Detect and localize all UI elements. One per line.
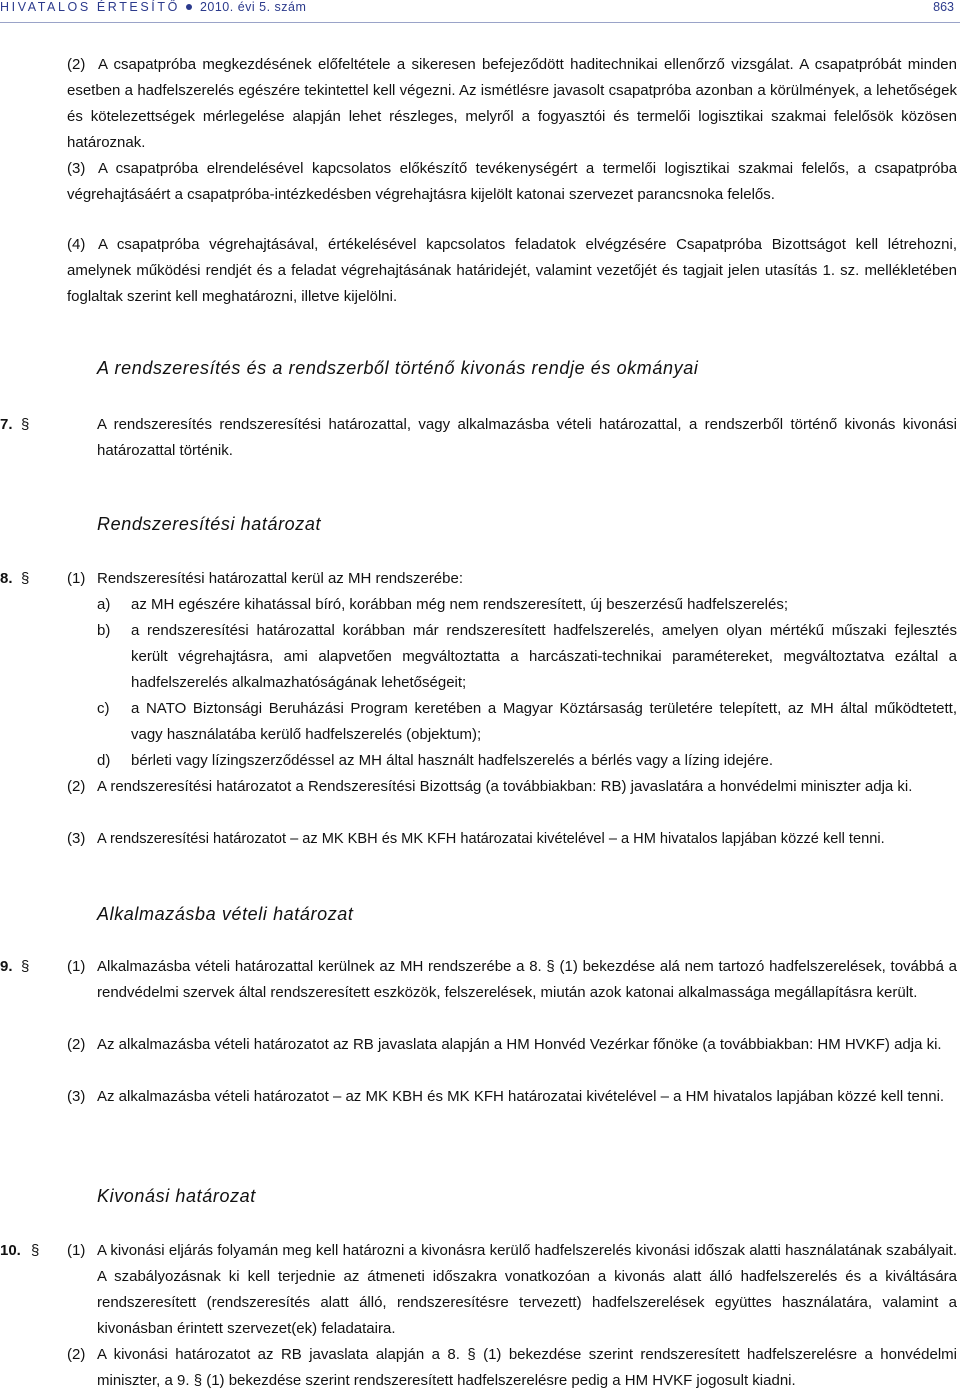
list-item-label: c)	[97, 700, 110, 717]
section-number: 10.	[0, 1242, 21, 1259]
section-sign: §	[21, 570, 30, 587]
paragraph-2	[67, 52, 957, 156]
list-item-text: az MH egészére kihatással bíró, korábban még nem rendszeresített, új beszerzésű hadfelszerelés;	[131, 596, 788, 613]
paragraph-text: A csapatpróba végrehajtásával, értékelésével kapcsolatos feladatok elvégzésére Csapatpróba Bizottságot kell létrehozni, amelynek működési rendjét és a feladat végrehajtásának határidejét, valamint vezetőjét és tagjait jelen utasítás 1. sz. mellékletében foglaltak szerint kell meghatározni, illetve kijelölni.	[67, 236, 957, 305]
section-heading: Rendszeresítési határozat	[97, 514, 322, 534]
paragraph-number: (1)	[67, 570, 86, 587]
page-number: 863	[933, 0, 954, 14]
section-heading: Kivonási határozat	[97, 1186, 256, 1206]
section-number: 7.	[0, 416, 13, 433]
paragraph-text: Az alkalmazásba vételi határozatot az RB javaslata alapján a HM Honvéd Vezérkar főnöke (a továbbiakban: HM HVKF) adja ki.	[97, 1036, 942, 1053]
paragraph-number: (3)	[67, 1088, 86, 1105]
section-number: 8.	[0, 570, 13, 587]
section-sign: §	[31, 1242, 40, 1259]
paragraph-number: (2)	[67, 56, 86, 73]
paragraph-number: (2)	[67, 1036, 86, 1053]
paragraph-number: (2)	[67, 778, 86, 795]
list-item	[97, 696, 957, 748]
section-sign: §	[21, 958, 30, 975]
list-item-label: d)	[97, 752, 111, 769]
section-heading: A rendszeresítés és a rendszerből történő kivonás rendje és okmányai	[97, 358, 699, 378]
list-item-text: bérleti vagy lízingszerződéssel az MH által használt hadfelszerelés a bérlés vagy a lízing idejére.	[131, 752, 773, 769]
list-item-text: a NATO Biztonsági Beruházási Program keretében a Magyar Köztársaság területére telepített, az MH által működtetett, vagy használatába kerülő hadfelszerelés (objektum);	[131, 700, 957, 743]
paragraph-text: A rendszeresítési határozatot – az MK KBH és MK KFH határozatai kivételével – a HM hivatalos lapjában közzé kell tenni.	[97, 831, 885, 847]
section-sign: §	[21, 416, 30, 433]
list-item	[97, 592, 957, 618]
paragraph-number: (3)	[67, 830, 86, 847]
paragraph-text: Alkalmazásba vételi határozattal kerülnek az MH rendszerébe a 8. § (1) bekezdése alá nem tartozó hadfelszerelések, továbbá a rendvédelmi szervek által rendszeresített eszközök, felszerelések, miután azok katonai alkalmassága megállapításra került.	[97, 958, 957, 1001]
section-heading: Alkalmazásba vételi határozat	[97, 904, 354, 924]
list-item-label: a)	[97, 596, 111, 613]
header-journal-info	[0, 0, 306, 14]
paragraph-number: (1)	[67, 1242, 86, 1259]
issue-label: 2010. évi 5. szám	[199, 0, 307, 14]
paragraph-text: A kivonási határozatot az RB javaslata alapján a 8. § (1) bekezdése szerint rendszeresített hadfelszerelésre a honvédelmi miniszter, a 9. § (1) bekezdése szerint rendszeresített hadfelszerelésre pedig a HM HVKF jogosult kiadni.	[97, 1346, 957, 1389]
list-item-text: a rendszeresítési határozattal korábban már rendszeresített hadfelszerelés, amelyen olyan mértékű műszaki fejlesztés került végrehajtásra, ami alapvetően megváltoztatta a harcászati-technikai paramétereket, megváltoztatva ezáltal a hadfelszerelés alkalmazhatóságának lehetőségeit;	[131, 622, 957, 691]
paragraph-number: (1)	[67, 958, 86, 975]
paragraph-text: A csapatpróba elrendelésével kapcsolatos előkészítő tevékenységért a termelői logisztikai szakmai felelős, a csapatpróba végrehajtásáért a csapatpróba-intézkedésben végrehajtásra kijelölt katonai szervezet parancsnoka felelős.	[67, 160, 957, 203]
paragraph-text: A csapatpróba megkezdésének előfeltétele a sikeresen befejeződött haditechnikai ellenőrző vizsgálat. A csapatpróbát minden esetben a hadfelszerelés egészére tekintettel kell végezni. Az ismétlésre javasolt csapatpróba azonban a körülmények, a lehetőségek és kötelezettségek mérlegelése alapján lehet részleges, melyről a fogyasztói és termelői logisztikai szakmai felelősök közösen határoznak.	[67, 56, 957, 151]
paragraph-4	[67, 232, 957, 310]
paragraph-text: Rendszeresítési határozattal kerül az MH rendszerébe:	[97, 570, 464, 587]
section-7-text: A rendszeresítés rendszeresítési határozattal, vagy alkalmazásba vételi határozattal, a rendszerből történő kivonás kivonási határozattal történik.	[97, 416, 957, 459]
bullet-dot-icon	[186, 4, 192, 10]
paragraph-number: (4)	[67, 236, 86, 253]
paragraph-text: A kivonási eljárás folyamán meg kell határozni a kivonásra kerülő hadfelszerelés kivonási időszak alatti használatának szabályait. A szabályozásnak ki kell terjednie az átmeneti időszakra vonatkozóan a kivonás alatt álló hadfelszerelés és a kiváltására rendszeresített (rendszeresítés alatt álló, rendszeresítésre tervezett) hadfelszerelések együttes használatára, valamint a kivonásban érintett szervezet(ek) feladataira.	[97, 1242, 957, 1337]
paragraph-number: (2)	[67, 1346, 86, 1363]
paragraph-text: Az alkalmazásba vételi határozatot – az MK KBH és MK KFH határozatai kivételével – a HM hivatalos lapjában közzé kell tenni.	[97, 1088, 945, 1105]
journal-title: HIVATALOS ÉRTESÍTŐ	[0, 0, 180, 14]
list-item	[97, 618, 957, 696]
paragraph-3	[67, 156, 957, 208]
list-item	[97, 748, 957, 774]
page-header	[0, 0, 960, 23]
section-number: 9.	[0, 958, 13, 975]
paragraph-text: A rendszeresítési határozatot a Rendszeresítési Bizottság (a továbbiakban: RB) javaslatára a honvédelmi miniszter adja ki.	[97, 778, 913, 795]
list-item-label: b)	[97, 622, 111, 639]
paragraph-number: (3)	[67, 160, 86, 177]
